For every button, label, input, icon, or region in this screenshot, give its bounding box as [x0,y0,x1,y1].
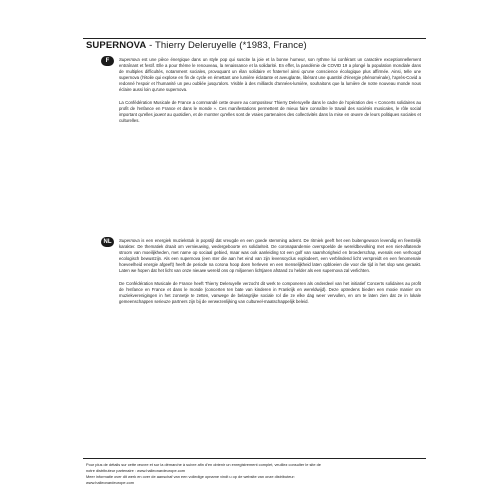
french-paragraph-1 [119,57,421,92]
french-description [119,57,421,132]
footer-french-line-1: Pour plus de détails sur cette œuvre et sur la démarche à suivre afin d'en obtenir un enregistrement complet, veuillez consulter le site de [86,462,321,467]
title-composer: - Thierry Deleruyelle (*1983, France) [146,40,307,51]
dutch-description [119,238,421,313]
french-paragraph-2 [119,100,421,124]
dutch-work-title: Supernova [119,238,140,243]
footer [86,462,426,486]
header-rule [83,38,426,39]
french-work-title: Supernova [119,57,140,62]
footer-distributor-link[interactable]: www.halleonardeurope.com [86,480,135,485]
footer-french-line-2: notre distributeur partenaire : www.halleonardeurope.com [86,468,186,473]
title-work-name: SUPERNOVA [86,40,147,51]
language-badge-dutch: NL [101,237,114,247]
dutch-paragraph-1 [119,238,421,273]
footer-dutch-line-1: Meer informatie over dit werk en over de aanschaf van een volledige opname vindt u op de website van onze distributeur: [86,474,295,479]
french-paragraph-2-text-a: La Confédération Musicale de France a commandé cette œuvre au compositeur Thierry Deleruyelle dans le cadre de l'opération des « Concerts solidaires au profit de l'enfance en France et dans le monde ». Ces manifestations permettent de mieux faire connaître le travail des sociétés musicales, le rôle social important qu'elles [119,100,421,118]
french-paragraph-2-text-b: au quotidien, et de montrer qu'elles sont de vraies partenaires des collectivités dans la mise en œuvre de leurs politiques sociales et culturelles. [119,112,421,124]
dutch-paragraph-1-text: is een energiek muziekstuk in popstijl dat vreugde en een goede stemming ademt. De ritmiek geeft het een buitengewoon levendig en feestelijk karakter. De thematiek draait om vernieuwing, wedergeboorte en solidariteit. De coronapandemie overspoelde de wereldbevolking met een niet-aflatende stroom van moeilijkheden, met name op sociaal gebied, maar was ook aanleiding tot een golf van saamhorigheid en broederschap, evenals een verhoogd ecologisch bewustzijn. Als een supernova (een ster die aan het eind van zijn levenscyclus explodeert, een verblindend licht verspreidt en een fenomenale hoeveelheid energie afgeeft) heeft de periode na corona hoop doen herleven en een menselijkheid laten opbloeien die voor die tijd in het slop was geraakt. Laten we hopen dat het licht van onze nieuwe wereld ons op miljoenen lichtjaren afstand zo helder als een supernova zal verlichten. [119,238,421,273]
french-paragraph-1-text: est une pièce énergique dans un style pop qui suscite la joie et la bonne humeur, son rythme lui conférant un caractère exceptionnellement entraînant et festif. Elle a pour thème le renouveau, la renaissance et la solidarité. En effet, la pandémie de COVID 19 a plongé la population mondiale dans de multiples difficultés, notamment sociales, provoquant un élan solidaire et fraternel ainsi qu'une conscience écologique plus affirmée. Ainsi, telle une supernova (l'étoile qui explose en fin de cycle en émettant une lumière éclatante et aveuglante, libérant une quantité d'énergie phénoménale), l'après-Covid a redonné l'espoir et l'humanité un peu oubliée jusqu'alors. Visible à des milliards d'années-lumière, souhaitons que la lumière de notre nouveau monde nous éclaire aussi loin qu'une supernova. [119,57,421,92]
french-paragraph-2-emphasis: jouent [154,112,166,118]
language-badge-french: F [101,56,114,66]
page-title [86,40,307,51]
footer-rule [83,458,426,459]
dutch-paragraph-2: De Confédération Musicale de France heeft Thierry Deleruyelle verzocht dit werk te componeren als onderdeel van het initiatief Concerts solidaires au profit de l'enfance en France et dans le monde (concerten ten bate van kinderen in Frankrijk en wereldwijd). Deze optredens bieden een mooie manier om muziekverenigingen in het zonnetje te zetten, vanwege de belangrijke sociale rol die ze elke dag weer vervullen, en om te laten zien dat ze in lokale gemeenschappen serieuze partners zijn bij de verwezenlijking van cultureel-maatschappelijk beleid. [119,281,421,305]
